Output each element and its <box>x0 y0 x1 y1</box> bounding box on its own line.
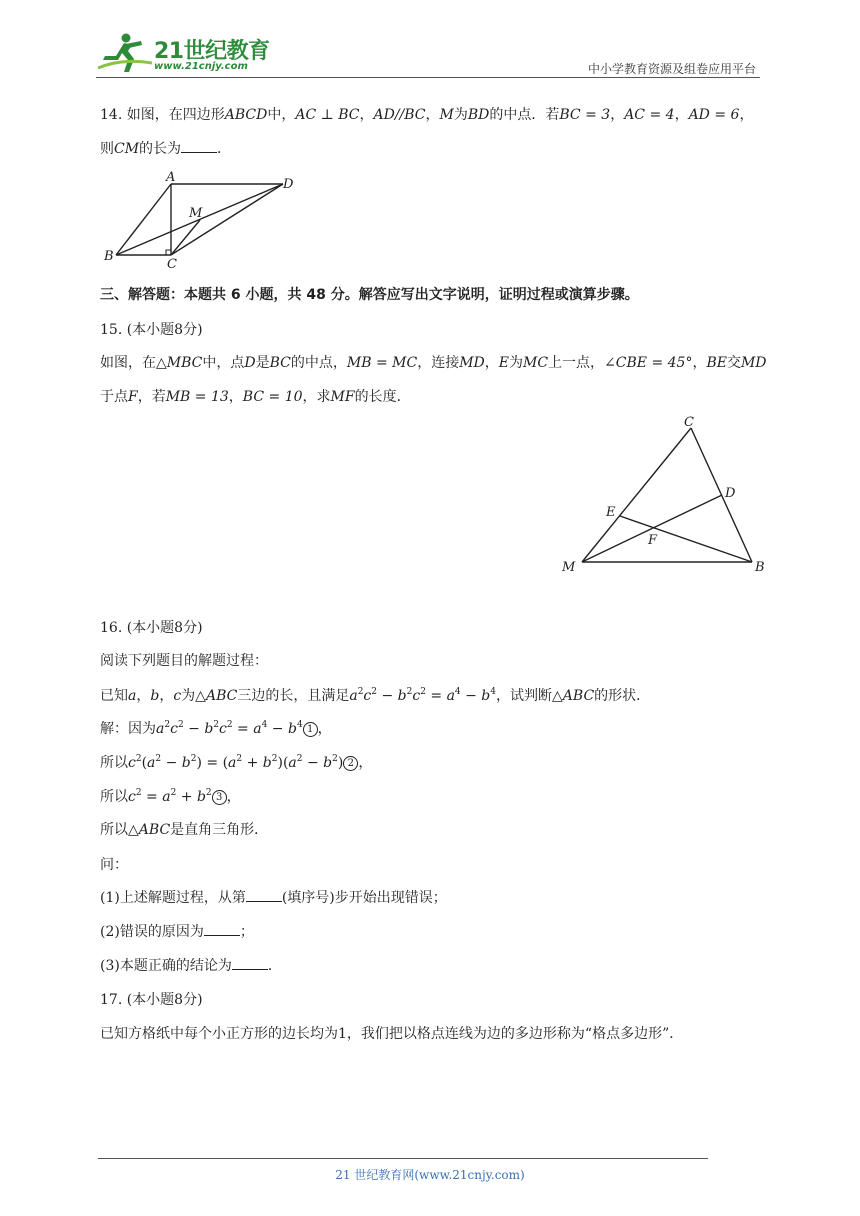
q17-heading: 17. (本小题8分) <box>100 992 203 1008</box>
label-B: B <box>104 249 114 264</box>
q16-solution-1: 解：因为$a^2c^2 - b^2c^2 = a^4 - b^4$ 1 ， <box>100 720 332 737</box>
q14-line-2: 则CM的长为 ． <box>100 141 232 157</box>
q16-part-1: (1)上述解题过程，从第 (填序号)步开始出现错误； <box>100 890 447 906</box>
answer-blank[interactable] <box>204 922 240 936</box>
q15-line-1: 如图，在△MBC中，点D是BC的中点，MB = MC，连接MD，E为MC上一点，∠CBE = 45°，BE交MD <box>100 355 767 371</box>
q15-figure <box>556 412 776 580</box>
page-header <box>96 30 760 78</box>
q16-ask: 问： <box>100 857 128 873</box>
label-C: C <box>684 415 694 430</box>
circled-number-3: 3 <box>212 790 227 805</box>
q16-part-2: (2)错误的原因为 ； <box>100 924 254 940</box>
q16-heading: 16. (本小题8分) <box>100 620 203 636</box>
label-D: D <box>725 486 736 501</box>
answer-blank[interactable] <box>246 888 282 902</box>
platform-name: 中小学教育资源及组卷应用平台 <box>587 62 756 76</box>
circled-number-1: 1 <box>303 722 318 737</box>
label-M: M <box>562 560 576 575</box>
label-F: F <box>648 533 658 548</box>
label-C: C <box>167 257 177 270</box>
q15-heading: 15. (本小题8分) <box>100 322 203 338</box>
circled-number-2: 2 <box>343 756 358 771</box>
answer-blank[interactable] <box>181 139 217 153</box>
q14-figure <box>100 166 300 270</box>
logo-url: www.21cnjy.com <box>154 61 248 72</box>
q16-solution-4: 所以△ABC是直角三角形． <box>100 822 269 838</box>
q17-line-1: 已知方格纸中每个小正方形的边长均为1，我们把以格点连线为边的多边形称为“格点多边形”． <box>100 1026 684 1042</box>
label-D: D <box>283 177 294 192</box>
q15-line-2: 于点F，若MB = 13，BC = 10，求MF的长度． <box>100 389 411 405</box>
section-3-heading: 三、解答题：本题共 6 小题，共 48 分。解答应写出文字说明，证明过程或演算步骤。 <box>100 287 639 303</box>
header-divider <box>96 77 760 78</box>
label-M: M <box>189 206 203 221</box>
q16-solution-2: 所以$c^2(a^2 - b^2) = (a^2 + b^2)(a^2 - b^2)$ 2 ， <box>100 754 373 771</box>
q16-solution-3: 所以$c^2 = a^2 + b^2$ 3 ， <box>100 788 241 805</box>
label-B: B <box>755 560 765 575</box>
logo-text: 21世纪教育 <box>154 39 270 64</box>
q16-part-3: (3)本题正确的结论为 ． <box>100 958 282 974</box>
label-E: E <box>606 505 616 520</box>
q16-intro: 阅读下列题目的解题过程： <box>100 653 268 669</box>
answer-blank[interactable] <box>232 956 268 970</box>
footer-text: 21 世纪教育网(www.21cnjy.com) <box>335 1168 525 1182</box>
footer-divider <box>98 1158 708 1159</box>
label-A: A <box>166 170 176 185</box>
q14-line-1: 14. 如图，在四边形ABCD中，AC ⊥ BC，AD//BC，M为BD的中点．若BC = 3，AC = 4，AD = 6， <box>100 107 754 123</box>
q16-given: 已知a，b，c为△ABC三边的长，且满足$a^2c^2 - b^2c^2 = a^4 - b^4$，试判断△ABC的形状． <box>100 687 651 704</box>
